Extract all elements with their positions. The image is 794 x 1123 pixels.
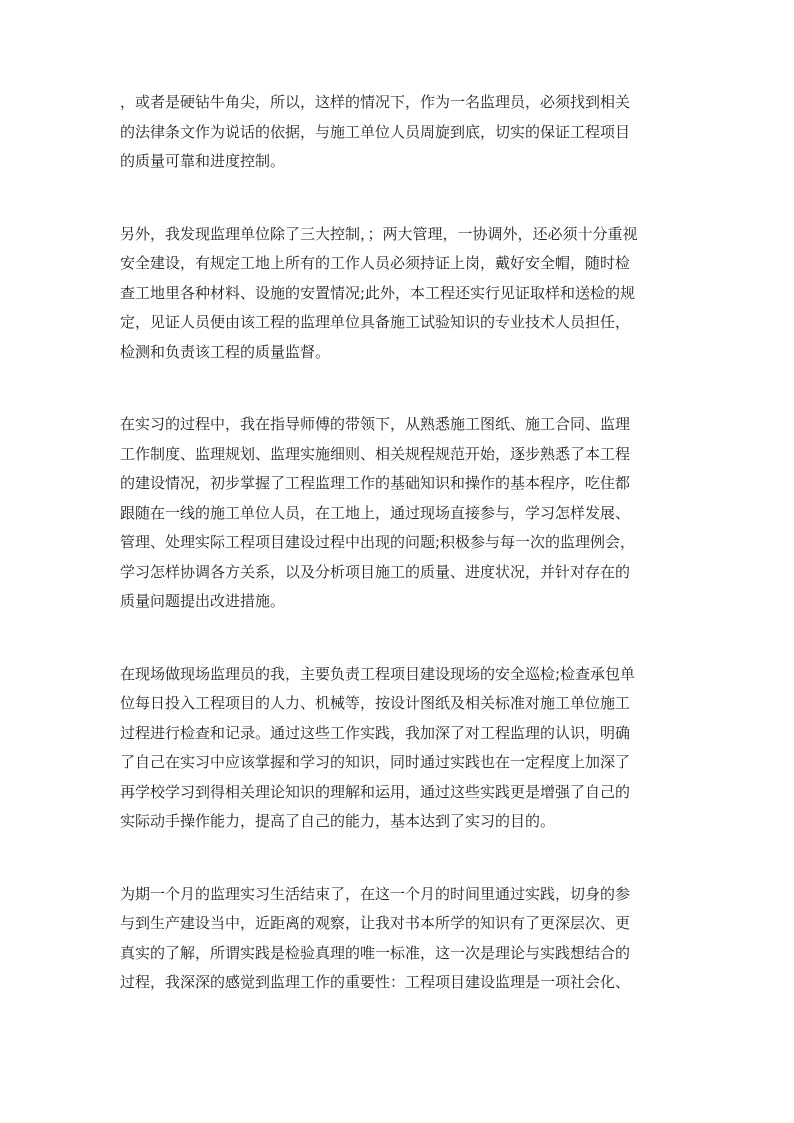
paragraph-1: [120, 88, 675, 177]
text-line: 在现场做现场监理员的我，主要负责工程项目建设现场的安全巡检;检查承包单: [120, 664, 636, 683]
document-page: [120, 88, 675, 1041]
text-line: 安全建设，有规定工地上所有的工作人员必须持证上岗，戴好安全帽，随时检: [120, 254, 631, 272]
text-line: 定，见证人员便由该工程的监理单位具备施工试验知识的专业技术人员担任，: [120, 313, 631, 331]
text-line: 与到生产建设当中，近距离的观察，让我对书本所学的知识有了更深层次、更: [120, 914, 631, 932]
text-line: 过程，我深深的感觉到监理工作的重要性：工程项目建设监理是一项社会化、: [120, 973, 631, 991]
text-line: 过程进行检查和记录。通过这些工作实践，我加深了对工程监理的认识，明确: [120, 723, 631, 742]
text-line: ，或者是硬钻牛角尖，所以，这样的情况下，作为一名监理员，必须找到相关: [120, 93, 631, 111]
text-line: 在实习的过程中，我在指导师傅的带领下，从熟悉施工图纸、施工合同、监理: [120, 415, 631, 433]
paragraph-2: [120, 220, 675, 368]
text-line: 的建设情况，初步掌握了工程监理工作的基础知识和操作的基本程序，吃住都: [120, 474, 631, 492]
text-line: 了自己在实习中应该掌握和学习的知识，同时通过实践也在一定程度上加深了: [120, 753, 631, 771]
text-line: 为期一个月的监理实习生活结束了，在这一个月的时间里通过实践，切身的参: [120, 884, 631, 903]
text-line: 的法律条文作为说话的依据，与施工单位人员周旋到底，切实的保证工程项目: [120, 122, 631, 141]
text-line: 查工地里各种材料、设施的安置情况;此外，本工程还实行见证取样和送检的规: [120, 283, 636, 302]
text-line: 实际动手操作能力，提高了自己的能力，基本达到了实习的目的。: [120, 812, 556, 830]
text-line: 工作制度、监理规划、监理实施细则、相关规程规范开始，逐步熟悉了本工程: [120, 444, 631, 463]
paragraph-5: [120, 880, 675, 998]
paragraph-4: [120, 660, 675, 837]
text-line: 真实的了解，所谓实践是检验真理的唯一标准，这一次是理论与实践想结合的: [120, 943, 631, 962]
paragraph-3: [120, 410, 675, 617]
text-line: 质量问题提出改进措施。: [120, 592, 286, 610]
text-line: 跟随在一线的施工单位人员，在工地上，通过现场直接参与，学习怎样发展、: [120, 503, 631, 522]
text-line: 另外，我发现监理单位除了三大控制，；两大管理，一协调外，还必须十分重视: [120, 224, 638, 243]
text-line: 检测和负责该工程的质量监督。: [120, 342, 331, 361]
text-line: 的质量可靠和进度控制。: [120, 152, 286, 170]
text-line: 位每日投入工程项目的人力、机械等，按设计图纸及相关标准对施工单位施工: [120, 694, 631, 712]
text-line: 学习怎样协调各方关系，以及分析项目施工的质量、进度状况，并针对存在的: [120, 562, 631, 581]
text-line: 再学校学习到得相关理论知识的理解和运用，通过这些实践更是增强了自己的: [120, 782, 631, 801]
text-line: 管理、处理实际工程项目建设过程中出现的问题;积极参与每一次的监理例会，: [120, 533, 636, 551]
